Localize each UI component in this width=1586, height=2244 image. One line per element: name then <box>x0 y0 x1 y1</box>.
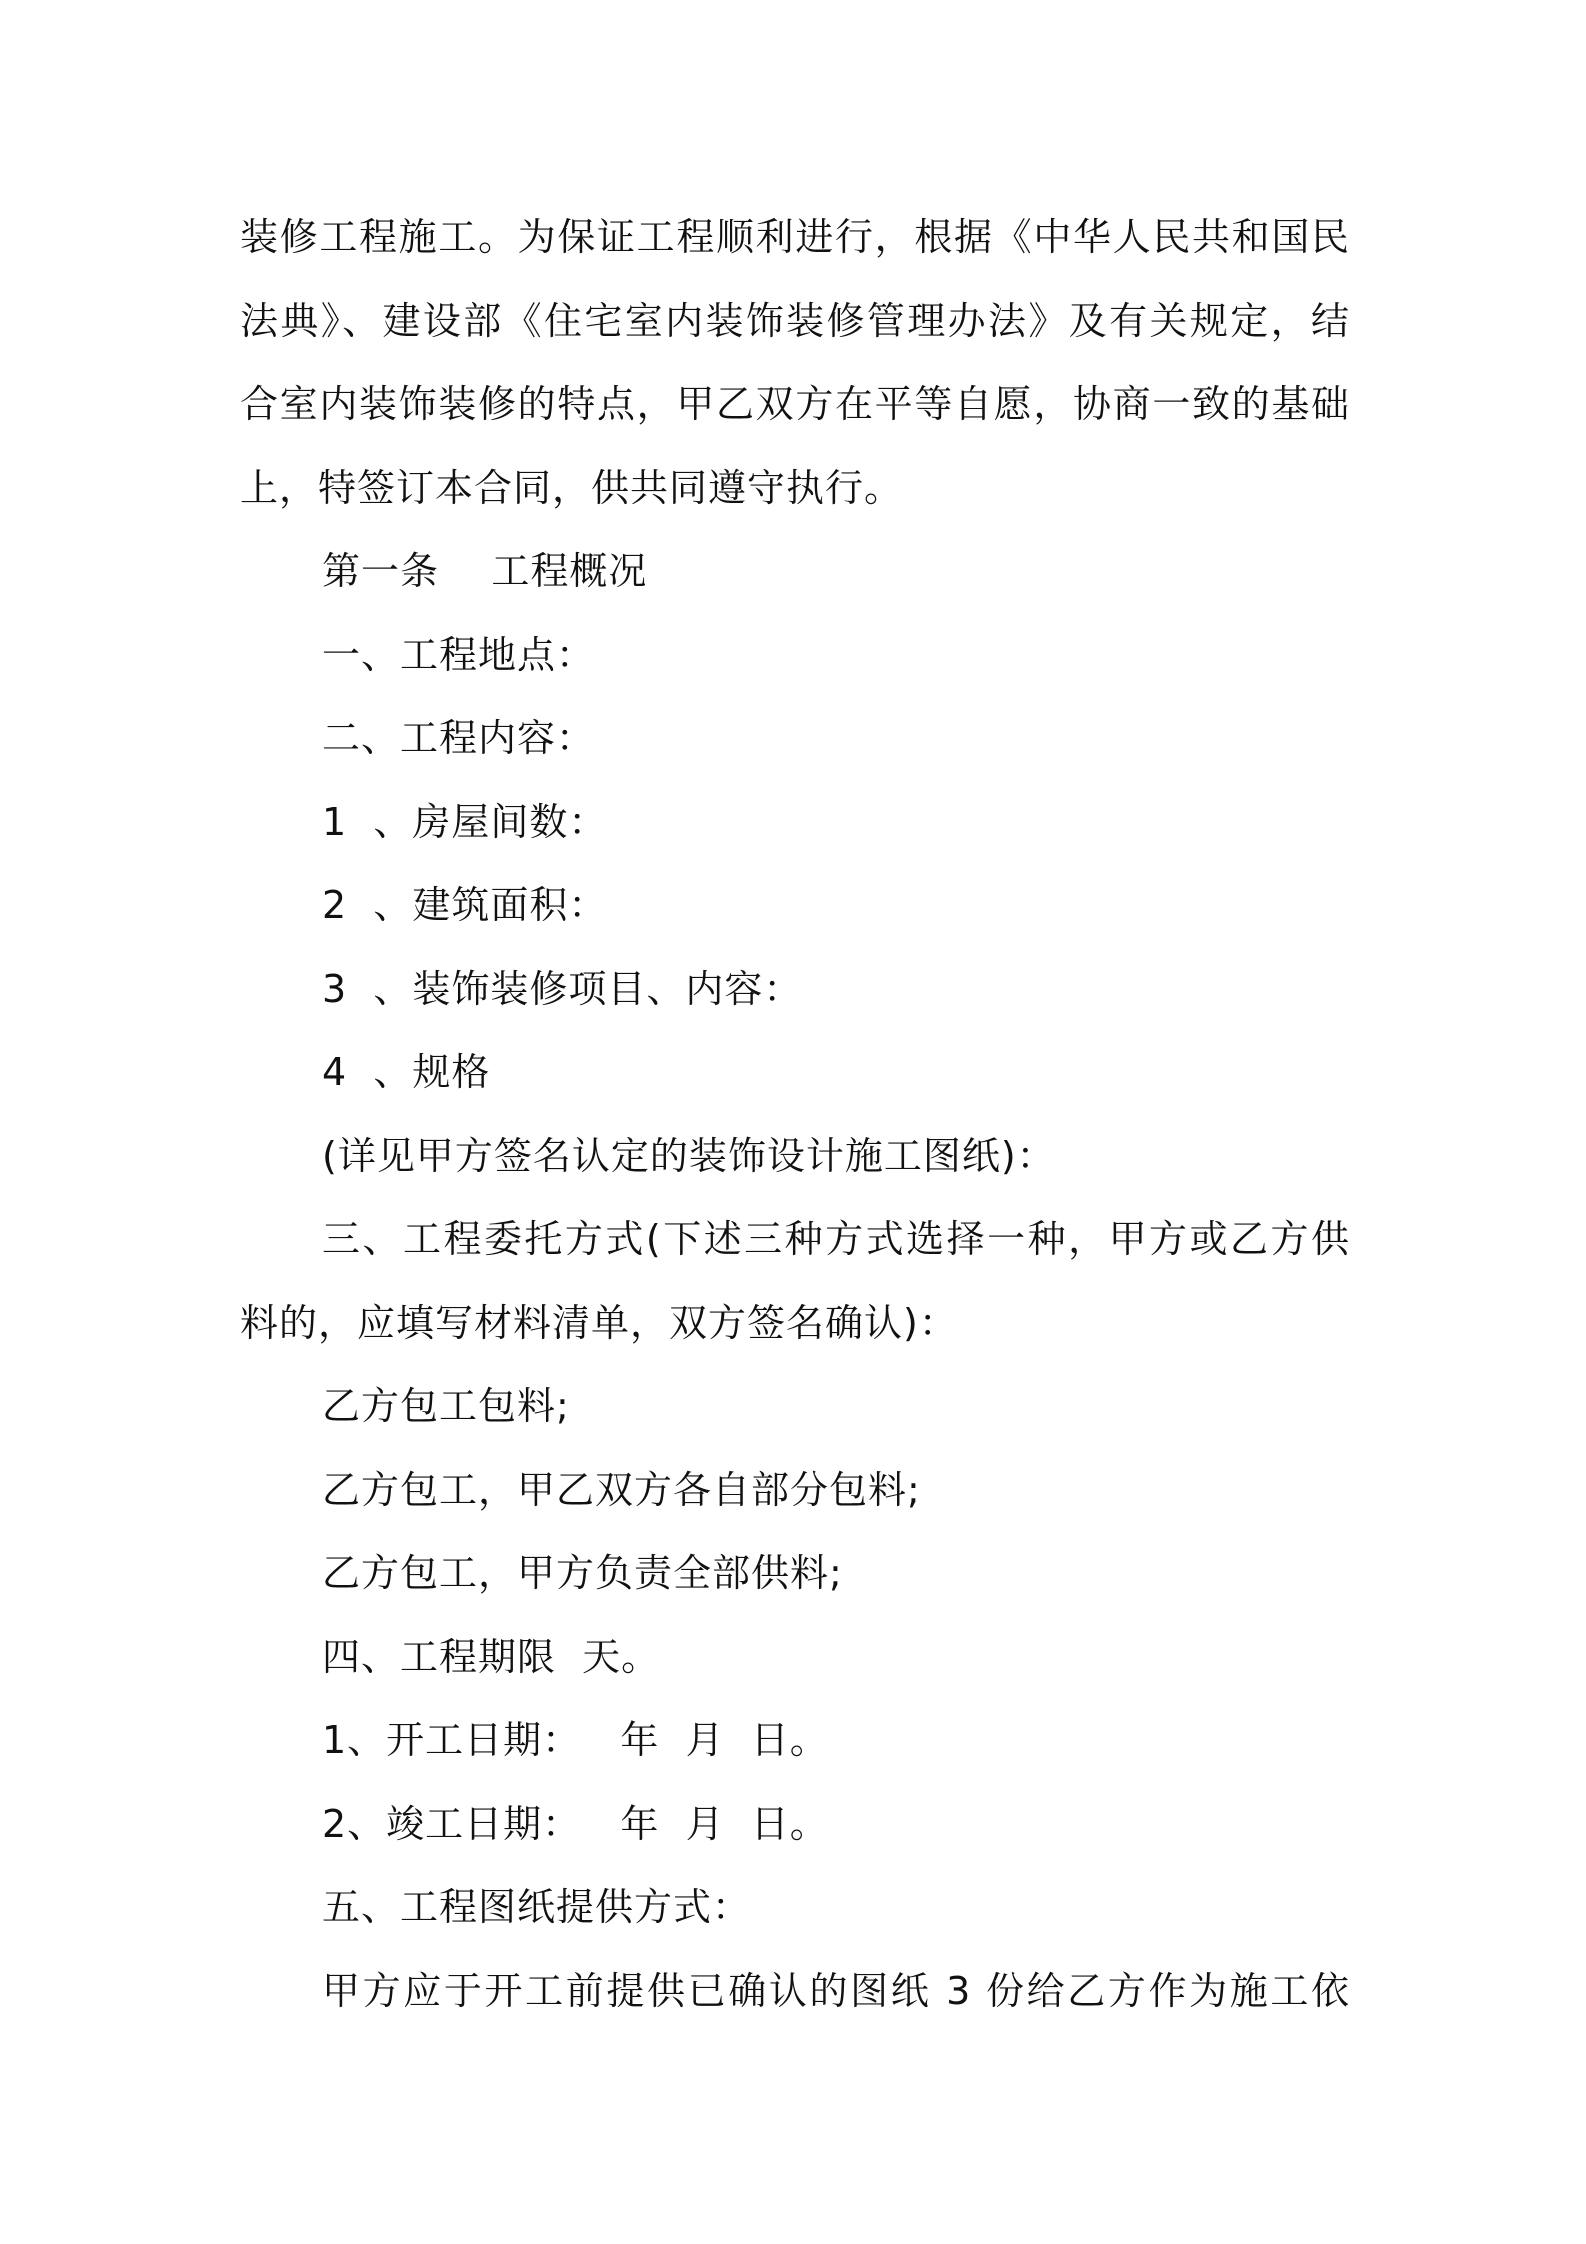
sub-item-spec: 4 、规格 <box>322 1050 491 1094</box>
document-body <box>240 196 1350 2033</box>
sub-item-projects: 3 、装饰装修项目、内容： <box>322 966 803 1011</box>
drawings-text: 甲方应于开工前提供已确认的图纸 3 份给乙方作为施工依 <box>322 1968 1350 2013</box>
intro-line-1: 装修工程施工。为保证工程顺利进行，根据《中华人民共和国民 <box>240 215 1350 259</box>
item-commission-line-2: 料的，应填写材料清单，双方签名确认)： <box>240 1300 958 1345</box>
intro-line-4: 上，特签订本合同，供共同遵守执行。 <box>240 465 904 510</box>
item-content: 二、工程内容： <box>322 716 596 760</box>
option-2: 乙方包工，甲乙双方各自部分包料; <box>322 1467 921 1512</box>
item-location: 一、工程地点： <box>322 632 596 677</box>
sub-item-rooms: 1 、房屋间数： <box>322 799 608 844</box>
intro-line-3: 合室内装饰装修的特点，甲乙双方在平等自愿，协商一致的基础 <box>240 382 1350 426</box>
item-drawings: 五、工程图纸提供方式： <box>322 1885 752 1929</box>
start-date: 1、开工日期： 年 月 日。 <box>322 1718 829 1762</box>
item-commission-line-1: 三、工程委托方式(下述三种方式选择一种，甲方或乙方供 <box>322 1217 1350 1261</box>
option-3: 乙方包工，甲方负责全部供料; <box>322 1551 843 1595</box>
item-period: 四、工程期限 天。 <box>322 1634 661 1679</box>
option-1: 乙方包工包料; <box>322 1384 570 1428</box>
end-date: 2、竣工日期： 年 月 日。 <box>322 1801 829 1846</box>
article-1-title: 第一条 工程概况 <box>322 549 648 593</box>
sub-item-spec-note: (详见甲方签名认定的装饰设计施工图纸)： <box>322 1133 1056 1178</box>
intro-line-2: 法典》、建设部《住宅室内装饰装修管理办法》及有关规定，结 <box>240 298 1350 343</box>
sub-item-area: 2 、建筑面积： <box>322 883 608 927</box>
